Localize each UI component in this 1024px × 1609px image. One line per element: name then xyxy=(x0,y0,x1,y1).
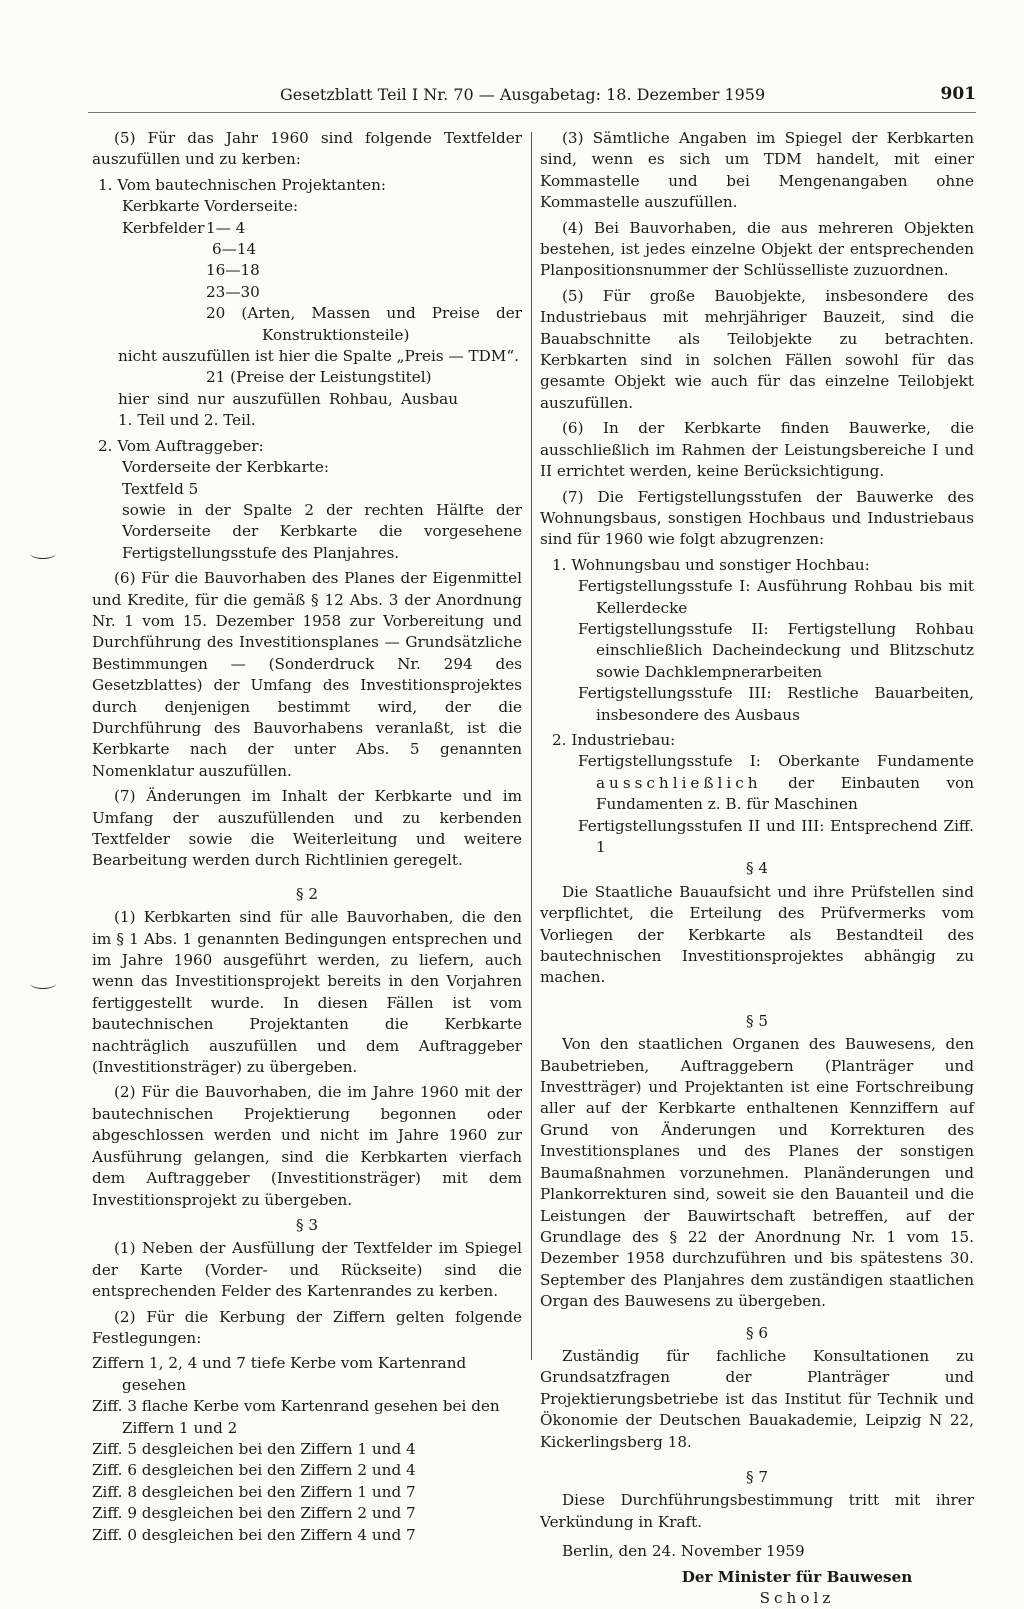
signer-name: Scholz xyxy=(759,1589,835,1607)
ziffer-line: Ziff. 9 desgleichen bei den Ziffern 2 und 7 xyxy=(92,1504,416,1523)
paragraph: (1) Kerbkarten sind für alle Bauvorhaben, die den im § 1 Abs. 1 genannten Bedingungen entsprechen und im Jahre 1960 ausgeführt werden, zu liefern, auch wenn das Investitionsprojekt bereits in den Vorjahren fertiggestellt wurde. In diesen Fällen ist vom bautechnischen Projektanten die Kerbkarte nachträglich auszufüllen und dem Auftraggeber (Investitionsträger) zu übergeben. xyxy=(92,908,522,1077)
kerbfelder-label: Kerbfelder xyxy=(122,218,205,237)
paragraph: (4) Bei Bauvorhaben, die aus mehreren Objekten bestehen, ist jedes einzelne Objekt der entsprechenden Planpositionsnummer der Schlüsselliste zuzuordnen. xyxy=(540,218,974,280)
ziffer-line: Ziff. 5 desgleichen bei den Ziffern 1 und 4 xyxy=(92,1439,416,1458)
column-divider xyxy=(531,132,532,1360)
list-label: 2. Industriebau: xyxy=(552,730,676,749)
list-item: Fertigstellungsstufen II und III: Entsprechend Ziff. 1 xyxy=(578,816,974,856)
paragraph: (5) Für große Bauobjekte, insbesondere des Industriebaus mit mehrjähriger Bauzeit, sind die Bauabschnitte als Teilobjekte zu betrachten. Kerbkarten sind in solchen Fällen sowohl für das gesamte Objekt wie auch für das einzelne Teilobjekt auszufüllen. xyxy=(540,286,974,412)
kerb-21: 21 (Preise der Leistungstitel) xyxy=(206,368,432,387)
ziffer-line: Ziff. 8 desgleichen bei den Ziffern 1 und 7 xyxy=(92,1482,416,1501)
list-label: 1. Vom bautechnischen Projektanten: xyxy=(98,175,386,194)
paragraph: Von den staatlichen Organen des Bauwesens, den Baubetrieben, Auftraggebern (Planträger und Investträger) und Projektanten ist eine Fortschreibung aller auf der Kerbkarte enthaltenen Kennziffern auf Grund von Änderungen und Korrekturen des Investitionsplanes und des Planes der sonstigen Baumaßnahmen vorzunehmen. Planänderungen und Plankorrekturen sind, soweit sie den Bauanteil und die Leistungen der Bauwirtschaft betreffen, auf der Grundlage des § 22 der Anordnung Nr. 1 vom 15. Dezember 1958 durchzuführen und bis spätestens 30. September des Planjahres dem zuständigen staatlichen Organ des Bauwesens zu übergeben. xyxy=(540,1035,974,1311)
signer-title: Der Minister für Bauwesen xyxy=(681,1567,913,1586)
left-column xyxy=(92,128,522,1546)
page-header xyxy=(88,84,976,114)
header-title: Gesetzblatt Teil I Nr. 70 — Ausgabetag: 18. Dezember 1959 xyxy=(280,85,766,104)
paragraph: Die Staatliche Bauaufsicht und ihre Prüfstellen sind verpflichtet, die Erteilung des Prüfvermerks vom Vorliegen der Kerbkarte als Bestandteil des bautechnischen Investitionsprojektes abhängig zu machen. xyxy=(540,882,974,987)
paragraph: (6) Für die Bauvorhaben des Planes der Eigenmittel und Kredite, für die gemäß § 12 Abs. 3 der Anordnung Nr. 1 vom 15. Dezember 1958 zur Vorbereitung und Durchführung des Investitionsplanes — Grundsätzliche Bestimmungen — (Sonderdruck Nr. 294 des Gesetzblattes) der Umfang des Investitionsprojektes durch denjenigen bestimmt wird, der die Durchführung des Bauvorhabens veranlaßt, ist die Kerbkarte nach der unter Abs. 5 genannten Nomenklatur auszufüllen. xyxy=(92,569,522,780)
date-line: Berlin, den 24. November 1959 xyxy=(562,1542,805,1561)
list-item: Fertigstellungsstufe I: Oberkante Fundamente ausschließlich der Einbauten von Fundamenten z. B. für Maschinen xyxy=(578,752,974,814)
margin-mark xyxy=(30,978,56,989)
paragraph: (3) Sämtliche Angaben im Spiegel der Kerbkarten sind, wenn es sich um TDM handelt, mit einer Kommastelle und bei Mengenangaben ohne Kommastelle auszufüllen. xyxy=(540,129,974,212)
paragraph: (5) Für das Jahr 1960 sind folgende Textfelder auszufüllen und zu kerben: xyxy=(92,129,522,169)
list-item: Fertigstellungsstufe I: Ausführung Rohbau bis mit Kellerdecke xyxy=(578,577,974,617)
kerb-line: 16—18 xyxy=(206,261,260,280)
kerb-21-note: hier sind nur auszufüllen Rohbau, Ausbau 1. Teil und 2. Teil. xyxy=(118,389,458,430)
ziffer-line: Ziffern 1, 2, 4 und 7 tiefe Kerbe vom Kartenrand gesehen xyxy=(92,1354,467,1394)
paragraph: Zuständig für fachliche Konsultationen zu Grundsatzfragen der Planträger und Projektierungsbetriebe ist das Institut für Technik und Ökonomie der Deutschen Bauakademie, Leipzig N 22, Kickerlingsberg 18. xyxy=(540,1346,974,1451)
page-number: 901 xyxy=(940,84,976,104)
paragraph: sowie in der Spalte 2 der rechten Hälfte der Vorderseite der Kerbkarte die vorgesehene Fertigstellungsstufe des Planjahres. xyxy=(122,500,522,562)
section-heading: § 7 xyxy=(745,1467,769,1486)
margin-mark xyxy=(30,548,56,559)
list-label: 2. Vom Auftraggeber: xyxy=(98,436,264,455)
paragraph: Diese Durchführungsbestimmung tritt mit ihrer Verkündung in Kraft. xyxy=(540,1491,974,1531)
kerb-note: nicht auszufüllen ist hier die Spalte „Preis — TDM“. xyxy=(118,347,519,366)
kerb-line: 20 (Arten, Massen und Preise der Konstruktionsteile) xyxy=(206,304,522,344)
list-sublabel: Vorderseite der Kerbkarte: xyxy=(122,458,329,477)
right-column xyxy=(540,128,974,1609)
section-heading: § 5 xyxy=(745,1011,769,1030)
paragraph: (7) Änderungen im Inhalt der Kerbkarte und im Umfang der auszufüllenden und zu kerbenden Textfelder sowie die Weiterleitung und weitere Bearbeitung werden durch Richtlinien geregelt. xyxy=(92,787,522,870)
header-rule xyxy=(88,112,976,113)
list-item: Fertigstellungsstufe III: Restliche Bauarbeiten, insbesondere des Ausbaus xyxy=(578,684,974,724)
paragraph: (2) Für die Bauvorhaben, die im Jahre 1960 mit der bautechnischen Projektierung begonnen oder abgeschlossen werden und nicht im Jahre 1960 zur Ausführung gelangen, sind die Kerbkarten vierfach dem Auftraggeber (Investitionsträger) mit dem Investitionsprojekt zu übergeben. xyxy=(92,1083,522,1209)
ziffer-line: Ziff. 6 desgleichen bei den Ziffern 2 und 4 xyxy=(92,1461,416,1480)
list-label: 1. Wohnungsbau und sonstiger Hochbau: xyxy=(552,555,870,574)
kerbfelder-block xyxy=(92,218,522,346)
ziffer-line: Ziff. 0 desgleichen bei den Ziffern 4 und 7 xyxy=(92,1525,416,1544)
paragraph: (6) In der Kerbkarte finden Bauwerke, die ausschließlich im Rahmen der Leistungsbereiche I und II errichtet werden, keine Berücksichtigung. xyxy=(540,419,974,481)
paragraph: (7) Die Fertigstellungsstufen der Bauwerke des Wohnungsbaus, sonstigen Hochbaus und Industriebaus sind für 1960 wie folgt abzugrenzen: xyxy=(540,487,974,549)
kerb-line: 6—14 xyxy=(212,240,257,259)
paragraph: (2) Für die Kerbung der Ziffern gelten folgende Festlegungen: xyxy=(92,1307,522,1347)
ziffer-line: Ziff. 3 flache Kerbe vom Kartenrand gesehen bei den Ziffern 1 und 2 xyxy=(92,1397,500,1437)
kerb-line: 1— 4 xyxy=(206,218,246,237)
kerb-line: 23—30 xyxy=(206,282,260,301)
section-heading: § 2 xyxy=(295,884,319,903)
list-sublabel: Kerbkarte Vorderseite: xyxy=(122,197,299,216)
section-heading: § 4 xyxy=(745,859,769,878)
section-heading: § 6 xyxy=(745,1323,769,1342)
textfeld-label: Textfeld 5 xyxy=(122,479,199,498)
section-heading: § 3 xyxy=(295,1215,319,1234)
list-item: Fertigstellungsstufe II: Fertigstellung Rohbau einschließlich Dacheindeckung und Blitzschutz sowie Dachklempnerarbeiten xyxy=(578,619,974,681)
paragraph: (1) Neben der Ausfüllung der Textfelder im Spiegel der Karte (Vorder- und Rückseite) sind die entsprechenden Felder des Kartenrandes zu kerben. xyxy=(92,1239,522,1301)
